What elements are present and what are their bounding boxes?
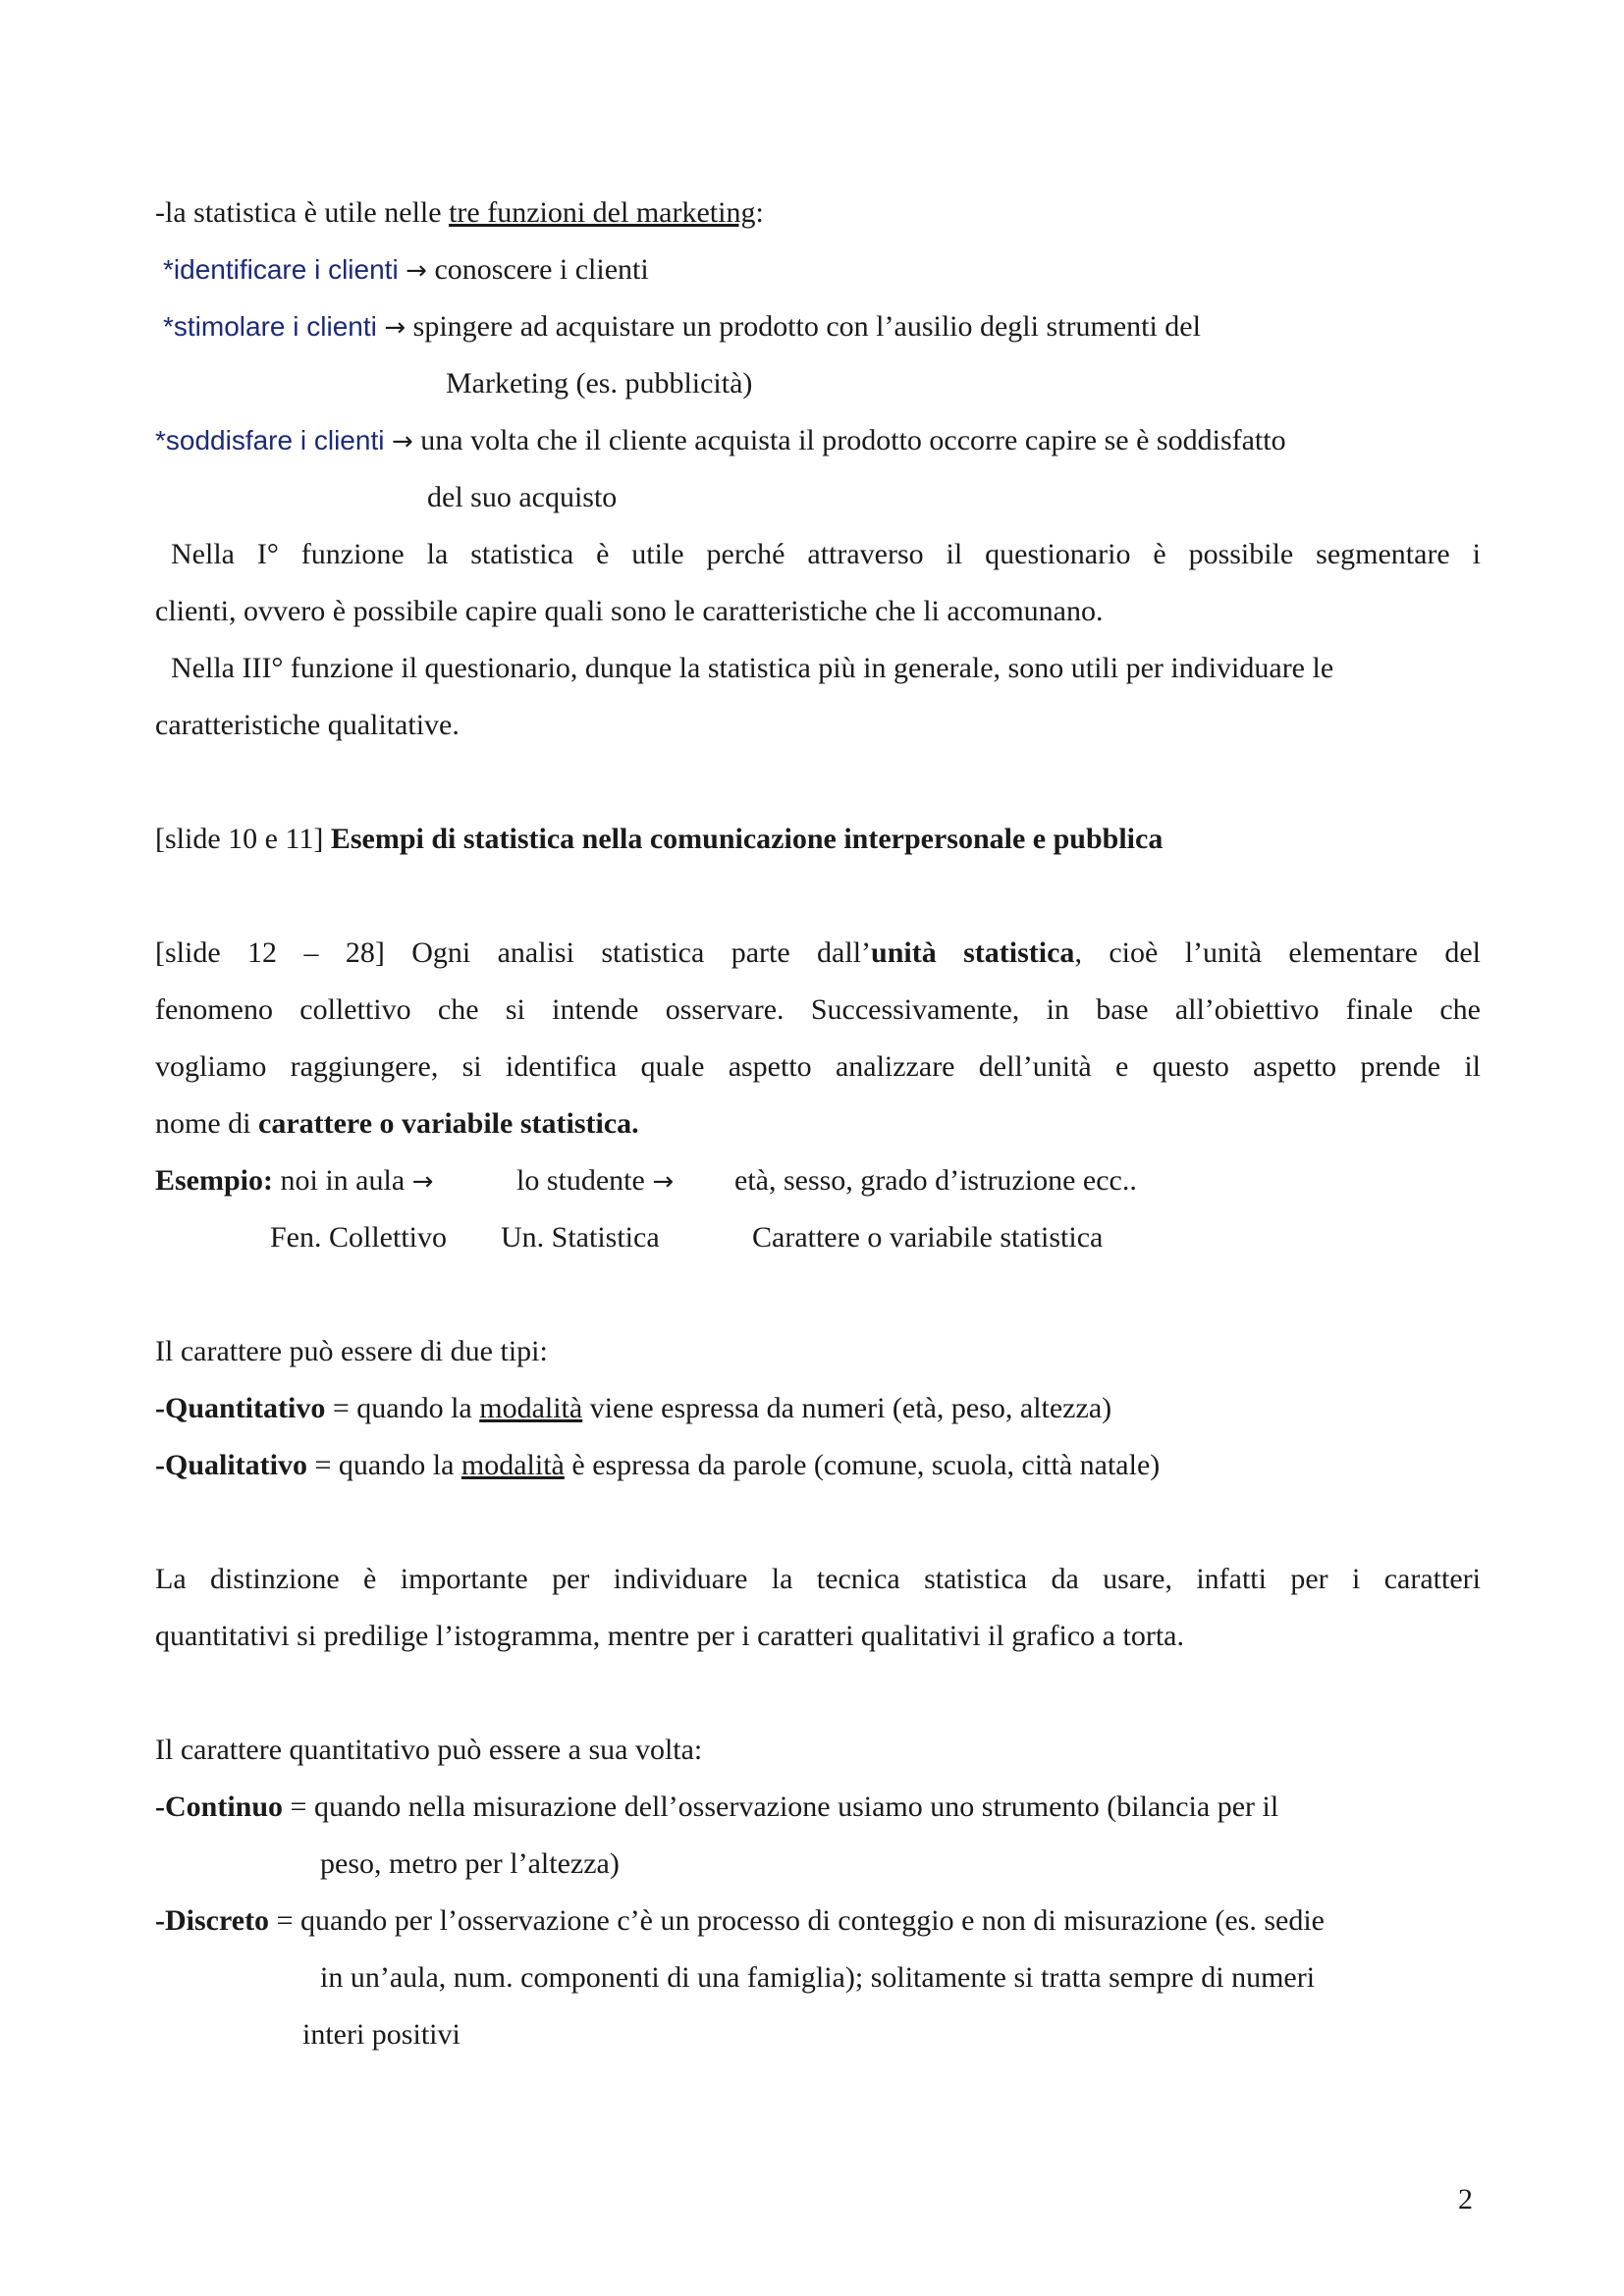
type-quantitative: -Quantitativo = quando la modalità viene espressa da numeri (età, peso, altezza)	[155, 1392, 1112, 1424]
arrow-right-icon: →	[411, 1167, 434, 1197]
example-label: Esempio:	[155, 1164, 273, 1197]
quantitative-discrete-cont2: interi positivi	[302, 2018, 460, 2051]
satisfy-label: *soddisfare i clienti	[155, 425, 385, 455]
distinction-l1: La distinzione è importante per individuare la tecnica statistica da usare, infatti per i caratteri	[155, 1563, 1481, 1595]
quantitative-intro: Il carattere quantitativo può essere a sua volta:	[155, 1734, 703, 1766]
stimulate-label: *stimolare i clienti	[163, 311, 377, 342]
para-first-function-l2: clienti, ovvero è possibile capire quali sono le caratteristiche che li accomunano.	[155, 595, 1104, 627]
example-legend-row: Fen. Collettivo Un. Statistica Carattere o variabile statistica	[270, 1221, 1104, 1254]
slides-12-28-l4: nome di carattere o variabile statistica.	[155, 1107, 639, 1140]
page-number: 2	[1458, 2183, 1473, 2216]
example-row: Esempio: noi in aula → lo studente → età, sesso, grado d’istruzione ecc..	[155, 1164, 1137, 1197]
marketing-item-stimulate-cont: Marketing (es. pubblicità)	[446, 367, 753, 400]
arrow-right-icon: →	[391, 427, 413, 456]
marketing-item-identify: *identificare i clienti → conoscere i clienti	[163, 253, 649, 286]
arrow-right-icon: →	[652, 1167, 675, 1197]
quantitative-continuous-cont: peso, metro per l’altezza)	[320, 1847, 620, 1880]
quantitative-discrete-cont: in un’aula, num. componenti di una famiglia); solitamente si tratta sempre di numeri	[320, 1961, 1316, 1994]
distinction-l2: quantitativi si predilige l’istogramma, mentre per i caratteri qualitativi il grafico a torta.	[155, 1620, 1184, 1652]
statistical-unit-term: unità statistica	[871, 936, 1075, 969]
document-body	[155, 185, 1481, 2063]
slides-12-28-l2: fenomeno collettivo che si intende osservare. Successivamente, in base all’obiettivo finale che	[155, 993, 1481, 1026]
quantitative-continuous: -Continuo = quando nella misurazione dell’osservazione usiamo uno strumento (bilancia per il	[155, 1790, 1279, 1823]
para-third-function-l1: Nella III° funzione il questionario, dunque la statistica più in generale, sono utili per individuare le	[171, 652, 1334, 684]
slides-10-11-title: Esempi di statistica nella comunicazione interpersonale e pubblica	[330, 823, 1164, 855]
marketing-item-satisfy: *soddisfare i clienti → una volta che il cliente acquista il prodotto occorre capire se è soddisfatto	[155, 424, 1286, 456]
types-intro: Il carattere può essere di due tipi:	[155, 1335, 548, 1367]
marketing-item-stimulate: *stimolare i clienti → spingere ad acquistare un prodotto con l’ausilio degli strumenti del	[163, 310, 1201, 343]
quantitative-discrete: -Discreto = quando per l’osservazione c’è un processo di conteggio e non di misurazione (es. sedie	[155, 1904, 1325, 1937]
slides-12-28-l1: [slide 12 – 28] Ogni analisi statistica parte dall’unità statistica, cioè l’unità elementare del	[155, 936, 1482, 969]
statistical-variable-term: carattere o variabile statistica.	[258, 1107, 639, 1140]
slides-10-11-heading: [slide 10 e 11] Esempi di statistica nella comunicazione interpersonale e pubblica	[155, 823, 1164, 855]
marketing-functions-underlined: tre funzioni del marketing	[449, 196, 756, 229]
marketing-item-satisfy-cont: del suo acquisto	[427, 481, 618, 513]
arrow-right-icon: →	[384, 313, 406, 343]
marketing-intro: -la statistica è utile nelle tre funzioni del marketing:	[155, 196, 764, 229]
slides-12-28-l3: vogliamo raggiungere, si identifica quale aspetto analizzare dell’unità e questo aspetto prende il	[155, 1050, 1481, 1083]
identify-label: *identificare i clienti	[163, 254, 399, 285]
arrow-right-icon: →	[406, 256, 427, 286]
para-third-function-l2: caratteristiche qualitative.	[155, 709, 460, 741]
para-first-function-l1: Nella I° funzione la statistica è utile perché attraverso il questionario è possibile segmentare i	[171, 538, 1481, 570]
type-qualitative: -Qualitativo = quando la modalità è espressa da parole (comune, scuola, città natale)	[155, 1449, 1161, 1481]
